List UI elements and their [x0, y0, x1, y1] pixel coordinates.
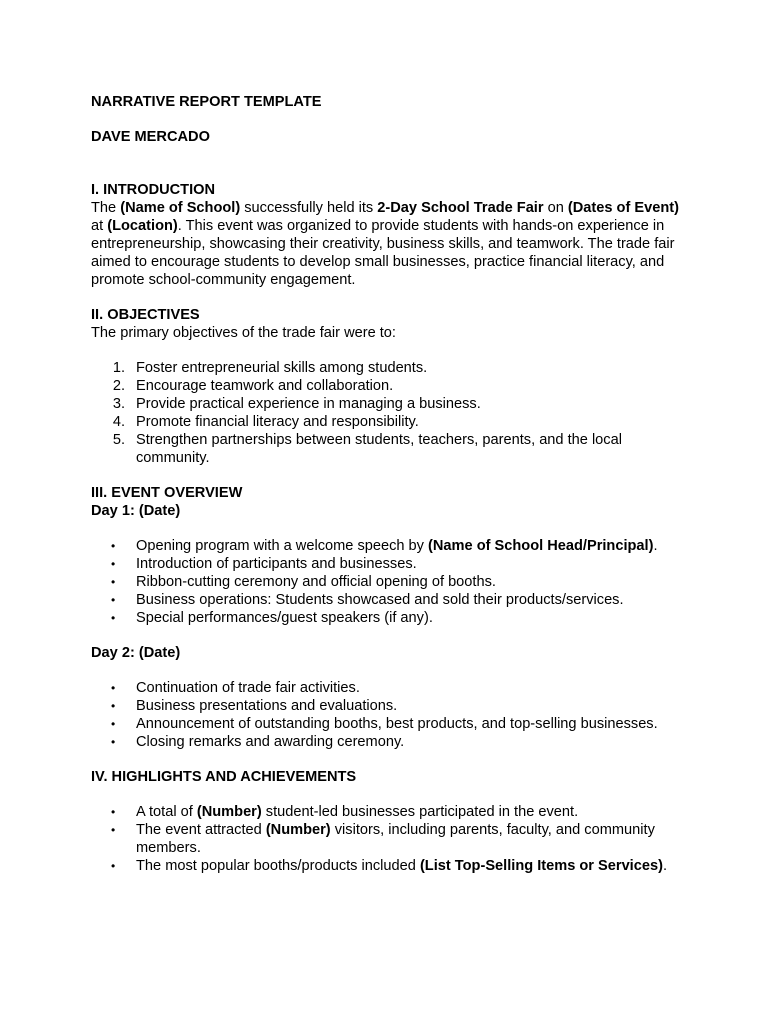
list-item — [91, 821, 691, 857]
intro-school-name: (Name of School) — [120, 200, 241, 216]
bullet-icon: • — [111, 805, 116, 819]
list-item-text: . — [653, 538, 658, 554]
intro-text: successfully held its — [240, 200, 378, 216]
list-item-text: Ribbon-cutting ceremony and official opening of booths. — [136, 574, 496, 590]
list-item — [91, 413, 691, 431]
list-item-text: . — [662, 858, 668, 874]
list-item — [91, 537, 691, 555]
list-item-text: Continuation of trade fair activities. — [136, 680, 360, 696]
number-placeholder: (Number) — [265, 822, 331, 838]
introduction-paragraph — [91, 199, 691, 289]
list-number: 2. — [112, 378, 125, 394]
top-items-placeholder: (List Top-Selling Items or Services) — [419, 858, 663, 874]
section-heading-highlights: IV. HIGHLIGHTS AND ACHIEVEMENTS — [91, 769, 357, 785]
intro-text: at — [91, 218, 108, 234]
day-1-heading: Day 1: (Date) — [91, 503, 181, 519]
list-item — [91, 395, 691, 413]
document-title: NARRATIVE REPORT TEMPLATE — [91, 94, 322, 110]
bullet-icon: • — [111, 575, 116, 589]
intro-text: The — [91, 200, 121, 216]
list-item-text: Announcement of outstanding booths, best products, and top-selling businesses. — [136, 716, 658, 732]
list-number: 4. — [112, 414, 125, 430]
bullet-icon: • — [111, 823, 116, 837]
list-item-text: A total of — [136, 804, 197, 820]
list-item-text: Special performances/guest speakers (if any). — [136, 610, 433, 626]
bullet-icon: • — [111, 681, 116, 695]
list-number: 3. — [112, 396, 125, 412]
section-heading-introduction: I. INTRODUCTION — [91, 182, 216, 198]
bullet-icon: • — [111, 593, 116, 607]
bullet-icon: • — [111, 699, 116, 713]
list-item — [91, 431, 691, 467]
intro-text: . This event was organized to provide students with hands-on experience in entrepreneurship, showcasing their creativity, business skills, and teamwork. The trade fair aimed to encourage students to develop small businesses, practice financial literacy, and promote school-community engagement. — [91, 218, 675, 288]
bullet-icon: • — [111, 611, 116, 625]
section-heading-event-overview: III. EVENT OVERVIEW — [91, 485, 243, 501]
list-item-text: visitors, including parents, faculty, and community members. — [136, 822, 655, 856]
list-item — [91, 857, 691, 875]
list-item-text: Encourage teamwork and collaboration. — [136, 378, 394, 394]
number-placeholder: (Number) — [196, 804, 262, 820]
day-1-list — [91, 537, 691, 627]
list-item-text: Business operations: Students showcased and sold their products/services. — [136, 592, 624, 608]
list-item-text: Promote financial literacy and responsibility. — [136, 414, 419, 430]
author-name: DAVE MERCADO — [91, 129, 210, 145]
day-2-list — [91, 679, 691, 751]
bullet-icon: • — [111, 859, 116, 873]
list-item — [91, 803, 691, 821]
intro-location: (Location) — [107, 218, 178, 234]
list-item — [91, 359, 691, 377]
bullet-icon: • — [111, 717, 116, 731]
objectives-list — [91, 359, 691, 467]
objectives-lead: The primary objectives of the trade fair were to: — [91, 325, 396, 341]
principal-placeholder: (Name of School Head/Principal) — [428, 538, 654, 554]
intro-event-name: 2-Day School Trade Fair — [377, 200, 544, 216]
list-item-text: Foster entrepreneurial skills among students. — [136, 360, 428, 376]
day-2-heading: Day 2: (Date) — [91, 645, 181, 661]
list-item — [91, 697, 691, 715]
bullet-icon: • — [111, 539, 116, 553]
list-item — [91, 591, 691, 609]
list-number: 5. — [112, 432, 125, 448]
list-item-text: Strengthen partnerships between students, teachers, parents, and the local community. — [136, 432, 622, 466]
list-item — [91, 609, 691, 627]
list-item-text: Closing remarks and awarding ceremony. — [136, 734, 405, 750]
intro-dates: (Dates of Event) — [567, 200, 679, 216]
list-item — [91, 733, 691, 751]
list-item — [91, 715, 691, 733]
intro-text: on — [543, 200, 568, 216]
list-item-text: Opening program with a welcome speech by — [136, 538, 429, 554]
highlights-list — [91, 803, 691, 875]
list-item — [91, 679, 691, 697]
list-item-text: The event attracted — [136, 822, 266, 838]
list-item-text: The most popular booths/products included — [136, 858, 420, 874]
list-item-text: student-led businesses participated in the event. — [261, 804, 579, 820]
list-item — [91, 573, 691, 591]
list-item-text: Business presentations and evaluations. — [136, 698, 398, 714]
list-item-text: Provide practical experience in managing a business. — [136, 396, 481, 412]
section-heading-objectives: II. OBJECTIVES — [91, 307, 200, 323]
list-item-text: Introduction of participants and businesses. — [136, 556, 417, 572]
list-item — [91, 555, 691, 573]
list-number: 1. — [112, 360, 125, 376]
document-body — [91, 93, 691, 892]
list-item — [91, 377, 691, 395]
bullet-icon: • — [111, 735, 116, 749]
bullet-icon: • — [111, 557, 116, 571]
